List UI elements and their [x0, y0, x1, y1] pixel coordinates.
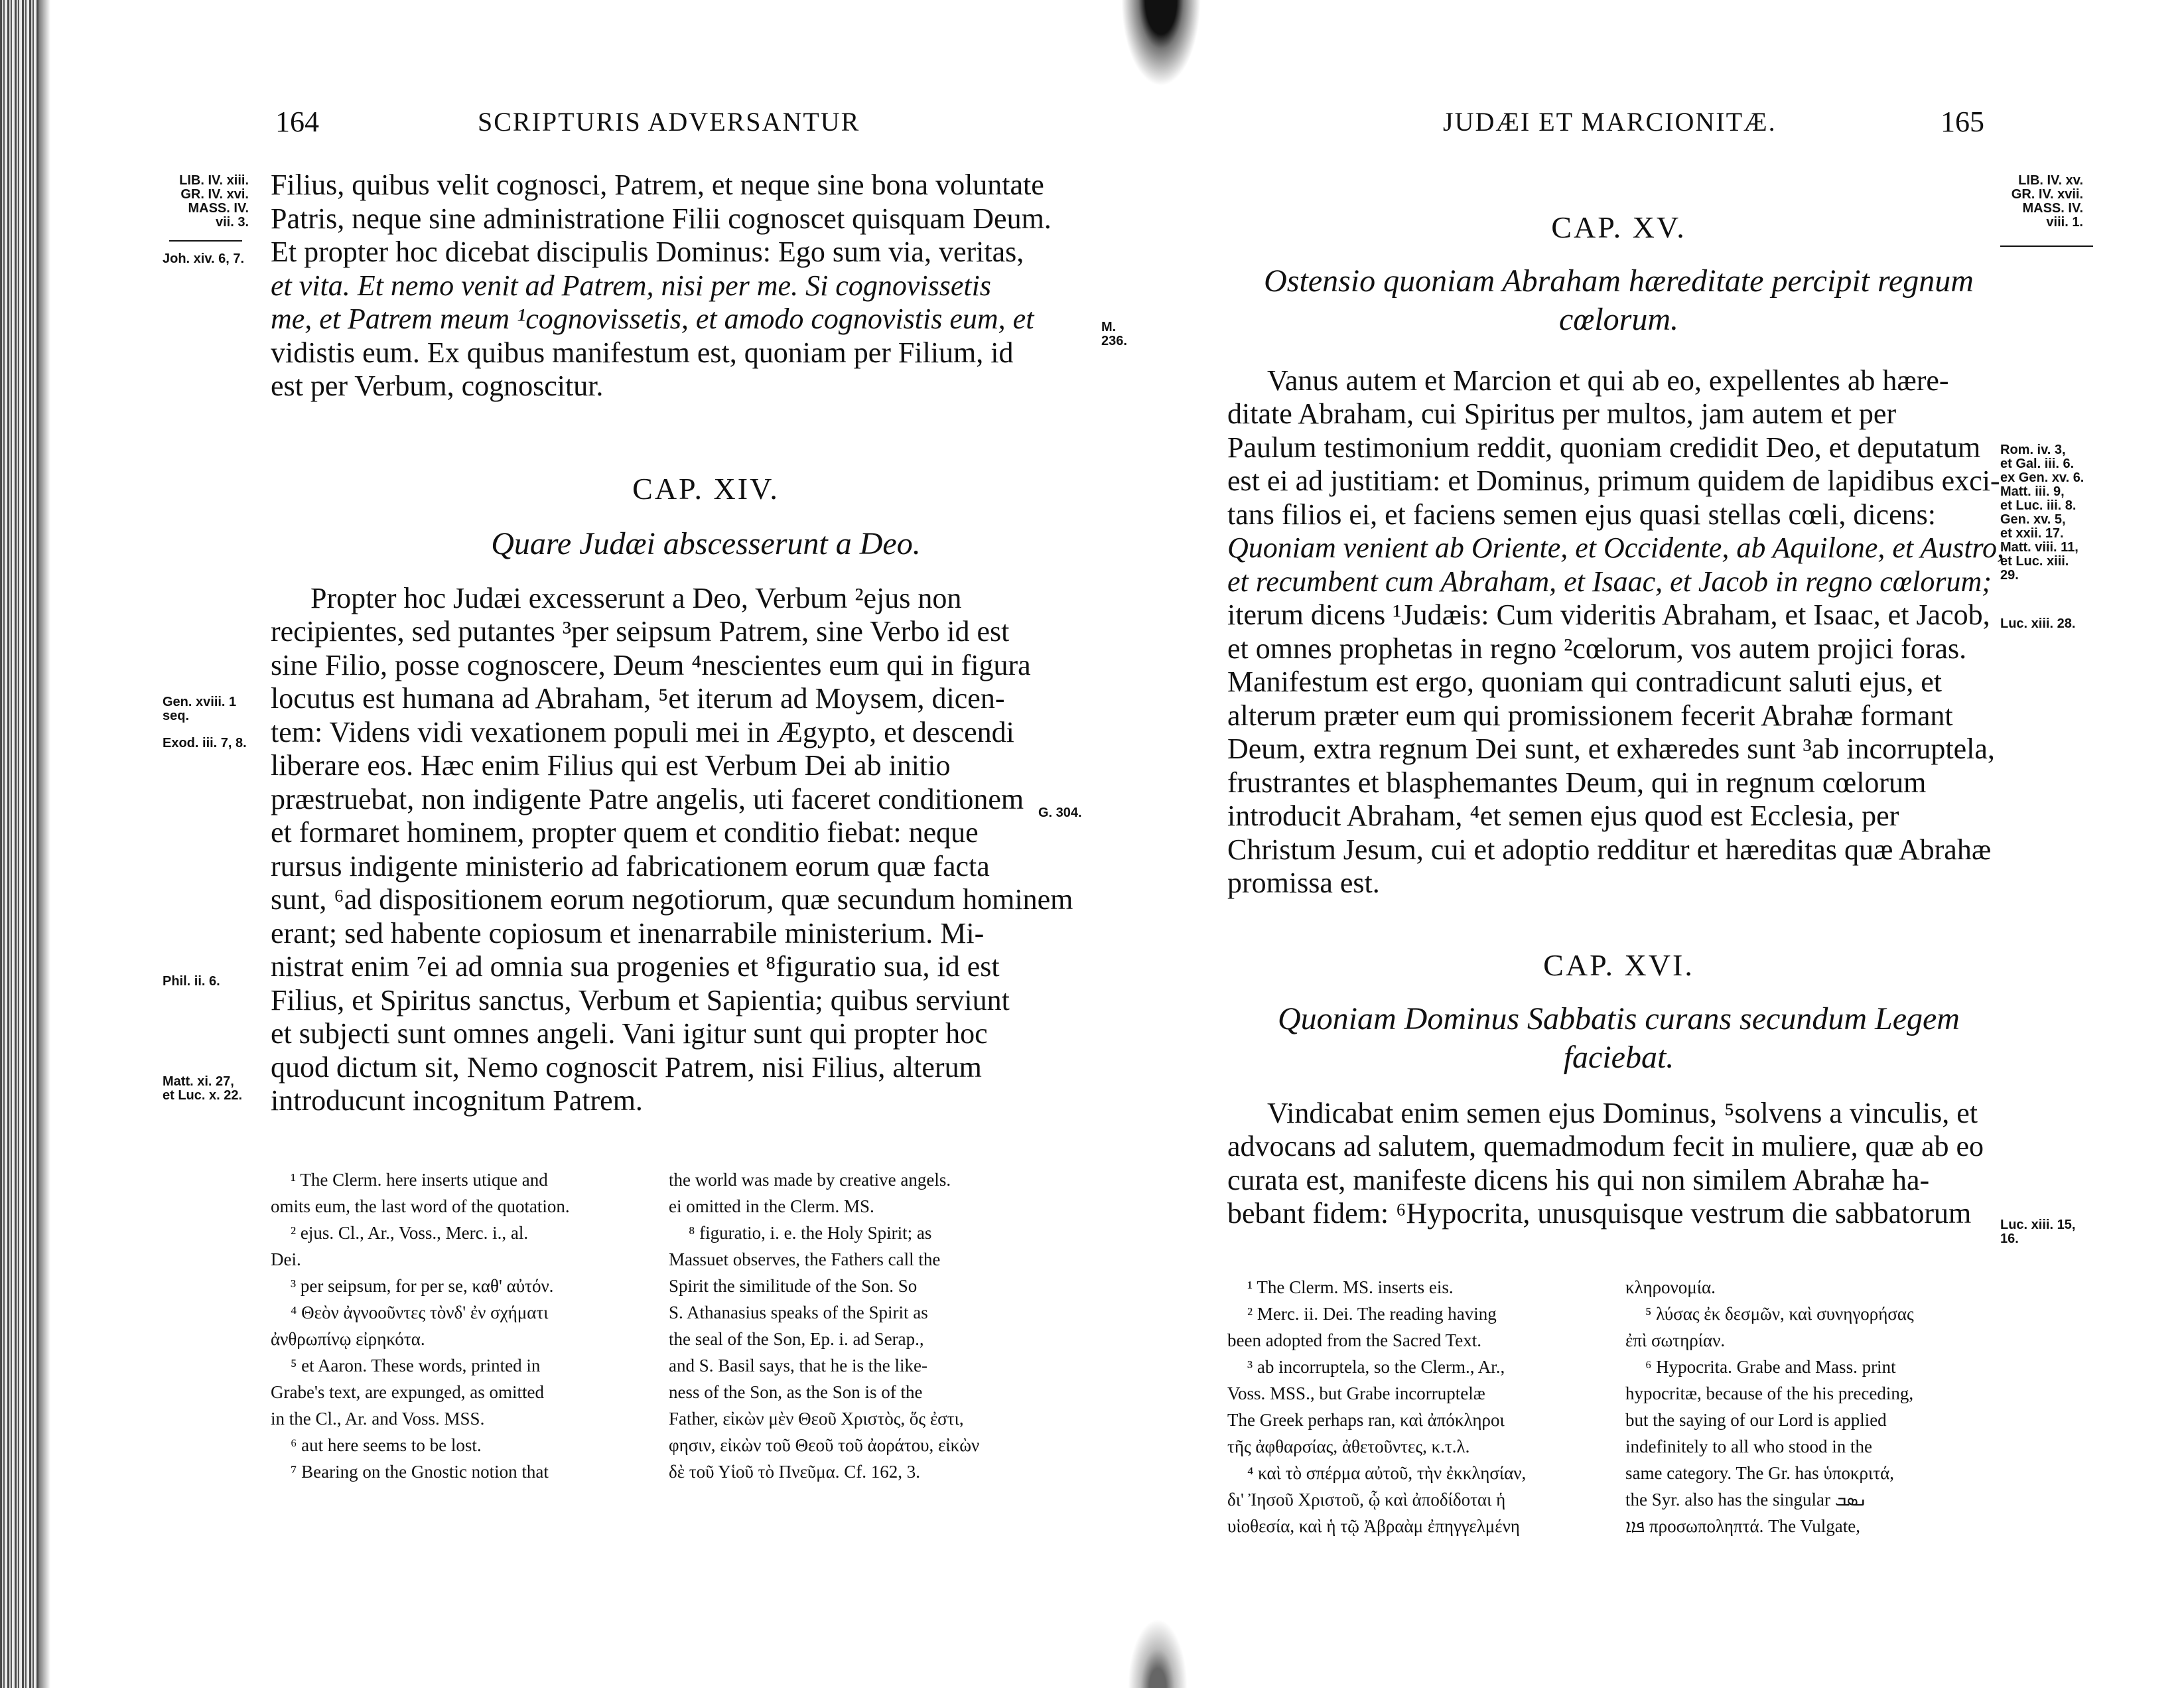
- footnotes-column-1: ¹ The Clerm. here inserts utique and omits eum, the last word of the quotation. ² ejus. Cl., Ar., Voss., Merc. i., al. Dei. ³ per seipsum, for per se, καθ' αὐτόν. ⁴ Θεὸν ἀγνοοῦντες τὸνδ' ἐν σχήματι ἀνθρωπίνῳ εἰρηκότα. ⁵ et Aaron. These words, printed in Grabe's text, are expunged, as omitted in the Cl., Ar. and Voss. MSS. ⁶ aut here seems to be lost. ⁷ Bearing on the Gnostic notion that: [271, 1170, 570, 1482]
- margin-reference-book: LIB. IV. xiii. GR. IV. xvi. MASS. IV. vii. 3.: [179, 173, 249, 230]
- page-number: 164: [275, 106, 319, 138]
- chapter-xiv: CAP. XIV. Quare Judæi abscesserunt a Deo. Propter hoc Judæi excesserunt a Deo, Verbum ²ejus non recipientes, sed putantes ³per seipsum Patrem, sine Verbo id est sine Filio, posse cognoscere, Deum ⁴nescientes eum qui in figura locutus est humana ad Abraham, ⁵et iterum ad Moysem, dicen- tem: Videns vidi vexationem populi mei in Ægypto, et descendi liberare eos. Hæc enim Filius qui est Verbum Dei ab initio præstruebat, non indigente Patre angelis, uti faceret conditionem et formaret hominem, propter quem et conditio fiebat: neque rursus indigente ministerio ad fabricationem eorum quæ facta sunt, ⁶ad dispositionem eorum negotiorum, quæ secundum hominem erant; sed habente copiosum et inenarrabile ministerium. Mi- nistrat enim ⁷ei ad omnia sua progenies et ⁸figuratio sua, id est Filius, et Spiritus sanctus, Verbum et Sapientia; quibus serviunt et subjecti sunt omnes angeli. Vani igitur sunt qui propter hoc quod dictum sit, Nemo cognoscit Patrem, nisi Filius, alterum introducunt incognitum Patrem.: [271, 472, 1141, 1118]
- left-page: [106, 0, 1127, 1688]
- page-number: 165: [1941, 106, 1984, 138]
- chapter-heading: CAP. XVI.: [1543, 948, 1694, 982]
- margin-rule: [169, 240, 242, 242]
- chapter-xv: CAP. XV. Ostensio quoniam Abraham hæreditate percipit regnum cœlorum. Vanus autem et Marcion et qui ab eo, expellentes ab hære- ditate Abraham, cui Spiritus per multos, jam autem et per Paulum testimonium reddit, quoniam credidit Deo, et deputatum est ei ad justitiam: et Dominus, primum quidem de lapidibus exci- tans filios ei, et faciens semen ejus quasi stellas cœli, dicens: Quoniam venient ab Oriente, et Occidente, ab Aquilone, et Austro, et recumbent cum Abraham, et Isaac, et Jacob in regno cœlorum; iterum dicens ¹Judæis: Cum videritis Abraham, et Isaac, et Jacob, et omnes prophetas in regno ²cœlorum, vos autem projici foras. Manifestum est ergo, quoniam qui contradicunt saluti ejus, et alterum præter eum qui promissionem fecerit Abrahæ formant Deum, extra regnum Dei sunt, et exhæredes sunt ³ab incorruptela, frustrantes et blasphemantes Deum, qui in regnum cœlorum introducit Abraham, ⁴et semen ejus quod est Ecclesia, per Christum Jesum, cui et adoptio redditur et hæreditas quæ Abrahæ promissa est.: [1227, 211, 2010, 900]
- margin-reference-luc15: Luc. xiii. 15, 16.: [2000, 1218, 2076, 1246]
- margin-reference-matt: Matt. xi. 27, et Luc. x. 22.: [163, 1074, 243, 1103]
- chapter-heading: CAP. XV.: [1551, 210, 1686, 244]
- running-head: SCRIPTURIS ADVERSANTUR: [478, 107, 860, 137]
- footnotes-column-2: the world was made by creative angels. ei omitted in the Clerm. MS. ⁸ figuratio, i. e. the Holy Spirit; as Massuet observes, the Fathers call the Spirit the similitude of the Son. So S. Athanasius speaks of the Spirit as the seal of the Son, Ep. i. ad Serap., and S. Basil says, that he is the like- ness of the Son, as the Son is of the Father, εἰκὼν μὲν Θεοῦ Χριστὸς, ὅς ἐστι, φησιν, εἰκὼν τοῦ Θεοῦ τοῦ ἀοράτου, εἰκὼν δὲ τοῦ Υἱοῦ τὸ Πνεῦμα. Cf. 162, 3.: [669, 1170, 980, 1482]
- chapter-xvi: CAP. XVI. Quoniam Dominus Sabbatis curans secundum Legem faciebat. Vindicabat enim semen ejus Dominus, ⁵solvens a vinculis, et advocans ad salutem, quemadmodum fecit in muliere, quæ ab eo curata est, manifeste dicens his qui non similem Abrahæ ha- bebant fidem: ⁶Hypocrita, unusquisque vestrum die sabbatorum: [1227, 949, 2010, 1231]
- margin-reference-rom: Rom. iv. 3, et Gal. iii. 6. ex Gen. xv. 6. Matt. iii. 9, et Luc. iii. 8. Gen. xv. 5, et xxii. 17. Matt. viii. 11, et Luc. xiii. 29.: [2000, 443, 2084, 583]
- right-page: [1207, 0, 2150, 1688]
- gutter-shadow-bottom: [1128, 1619, 1188, 1688]
- margin-reference-luc28: Luc. xiii. 28.: [2000, 616, 2076, 631]
- margin-rule: [2000, 246, 2093, 247]
- opening-paragraph: Filius, quibus velit cognosci, Patrem, et neque sine bona voluntate Patris, neque sine administratione Filii cognoscet quisquam Deum. Et propter hoc dicebat discipulis Dominus: Ego sum via, veritas, et vita. Et nemo venit ad Patrem, nisi per me. Si cognovissetis me, et Patrem meum ¹cognovissetis, et amodo cognovistis eum, et vidistis eum. Ex quibus manifestum est, quoniam per Filium, id est per Verbum, cognoscitur.: [271, 169, 1052, 402]
- chapter-title: Quare Judæi abscesserunt a Deo.: [491, 526, 921, 561]
- binding-shadow: [38, 0, 50, 1688]
- gutter-shadow-top: [1121, 0, 1201, 86]
- running-head: JUDÆI ET MARCIONITÆ.: [1443, 107, 1777, 137]
- footnotes-column-1: ¹ The Clerm. MS. inserts eis. ² Merc. ii. Dei. The reading having been adopted from the Sacred Text. ³ ab incorruptela, so the Clerm., Ar., Voss. MSS., but Grabe incorruptelæ The Greek perhaps ran, καὶ ἀπόκληροι τῆς ἀφθαρσίας, ἀθετοῦντες, κ.τ.λ. ⁴ καὶ τὸ σπέρμα αὐτοῦ, τὴν ἐκκλησίαν, δι' Ἰησοῦ Χριστοῦ, ᾧ καὶ ἀποδίδοται ἡ υἱοθεσία, καὶ ἡ τῷ Ἀβραὰμ ἐπηγγελμένη: [1227, 1277, 1527, 1536]
- footnotes-column-2: κληρονομία. ⁵ λύσας ἐκ δεσμῶν, καὶ συνηγορήσας ἐπὶ σωτηρίαν. ⁶ Hypocrita. Grabe and Mass. print hypocritæ, because of the his preceding, but the saying of our Lord is applied indefinitely to all who stood in the same category. The Gr. has ὑποκριτά, the Syr. also has the singular ܢܣܒ ܦܐܐ προσωποληπτά. The Vulgate,: [1625, 1277, 1914, 1536]
- margin-reference-book: LIB. IV. xv. GR. IV. xvii. MASS. IV. viii. 1.: [2011, 173, 2083, 230]
- margin-reference-g304: G. 304.: [1038, 806, 1082, 820]
- margin-reference-m236: M. 236.: [1101, 320, 1127, 348]
- chapter-title: Ostensio quoniam Abraham hæreditate percipit regnum cœlorum.: [1264, 263, 1974, 337]
- margin-reference-gen: Gen. xviii. 1 seq.: [163, 695, 237, 723]
- margin-reference-exod: Exod. iii. 7, 8.: [163, 736, 247, 750]
- margin-reference-joh: Joh. xiv. 6, 7.: [163, 251, 245, 266]
- chapter-heading: CAP. XIV.: [632, 472, 780, 506]
- book-binding-edge: [0, 0, 38, 1688]
- chapter-title: Quoniam Dominus Sabbatis curans secundum Legem faciebat.: [1278, 1001, 1960, 1075]
- margin-reference-phil: Phil. ii. 6.: [163, 974, 220, 989]
